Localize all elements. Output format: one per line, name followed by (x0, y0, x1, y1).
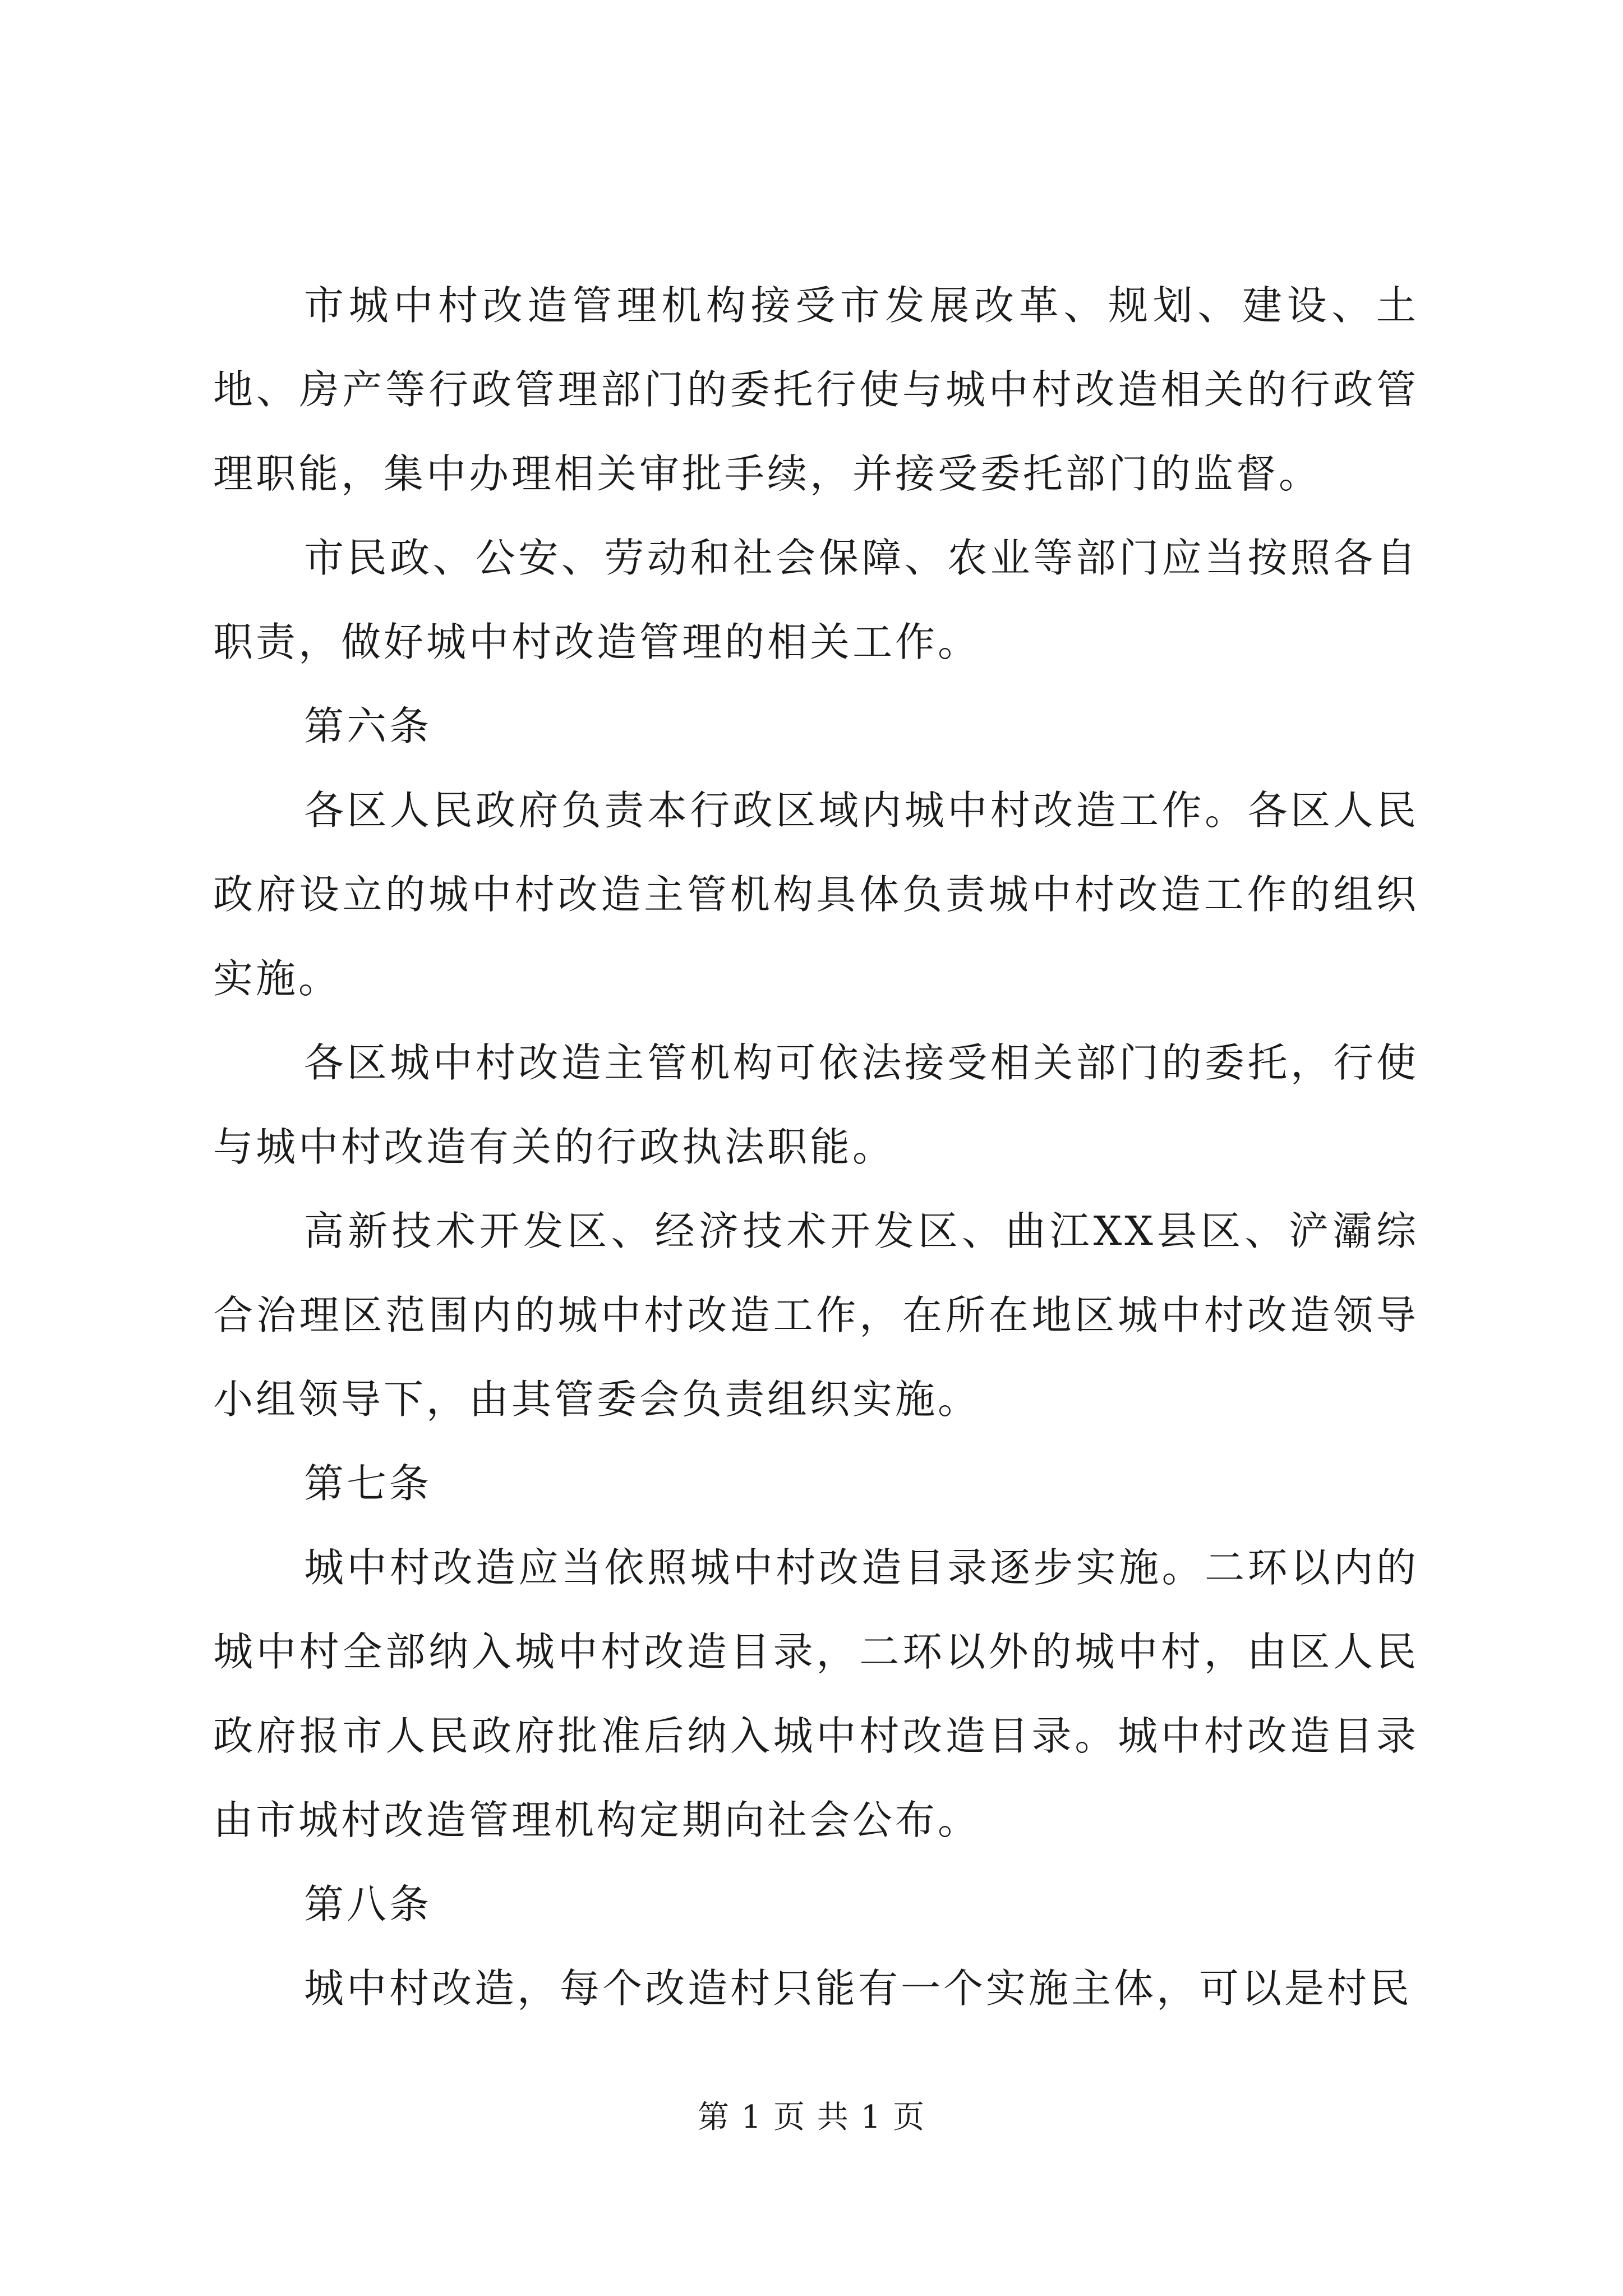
paragraph-district-government: 各区人民政府负责本行政区域内城中村改造工作。各区人民政府设立的城中村改造主管机构具体负责城中村改造工作的组织实施。 (213, 787, 1419, 1002)
page-number-footer: 第 1 页 共 1 页 (697, 2099, 926, 2136)
article-heading-7: 第七条 (304, 1460, 432, 1507)
paragraph-commission-duties: 市城中村改造管理机构接受市发展改革、规划、建设、土地、房产等行政管理部门的委托行使与城中村改造相关的行政管理职能，集中办理相关审批手续，并接受委托部门的监督。 (213, 282, 1419, 497)
paragraph-development-zones: 高新技术开发区、经济技术开发区、曲江XX县区、浐灞综合治理区范围内的城中村改造工作，在所在地区城中村改造领导小组领导下，由其管委会负责组织实施。 (213, 1208, 1419, 1423)
article-heading-6: 第六条 (304, 703, 432, 749)
paragraph-district-enforcement: 各区城中村改造主管机构可依法接受相关部门的委托，行使与城中村改造有关的行政执法职能。 (213, 1039, 1419, 1170)
paragraph-departments-duties: 市民政、公安、劳动和社会保障、农业等部门应当按照各自职责，做好城中村改造管理的相关工作。 (213, 535, 1419, 665)
article-heading-8: 第八条 (304, 1881, 432, 1927)
paragraph-implementing-entity: 城中村改造，每个改造村只能有一个实施主体，可以是村民 (304, 1965, 1413, 2012)
document-body (213, 264, 1419, 2031)
paragraph-renovation-catalog: 城中村改造应当依照城中村改造目录逐步实施。二环以内的城中村全部纳入城中村改造目录，二环以外的城中村，由区人民政府报市人民政府批准后纳入城中村改造目录。城中村改造目录由市城村改造管理机构定期向社会公布。 (213, 1544, 1419, 1843)
